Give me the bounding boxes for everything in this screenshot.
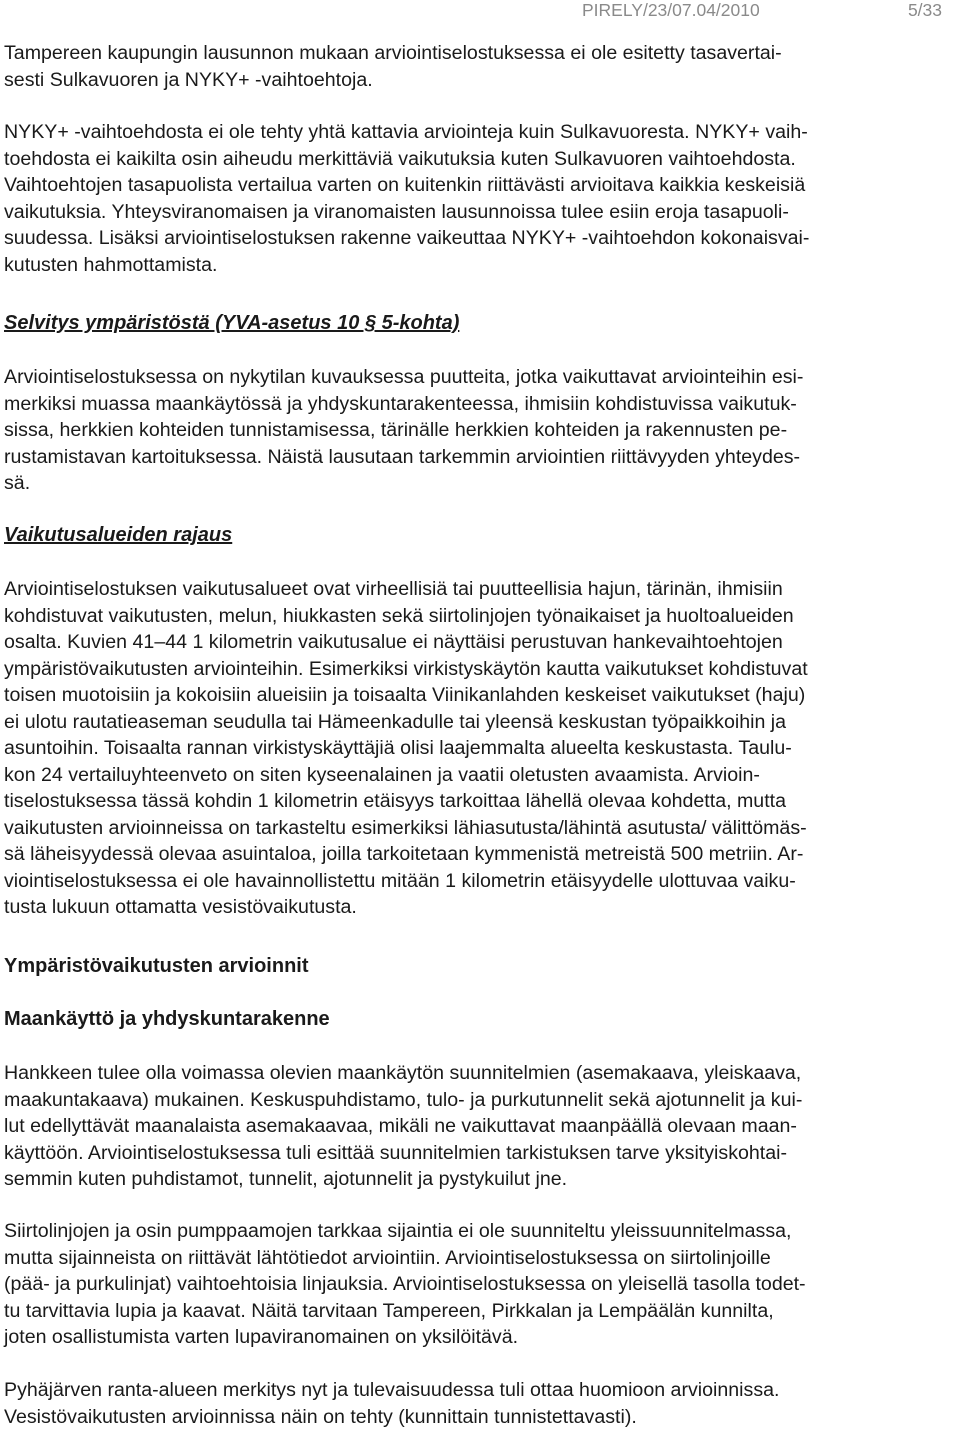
text-line: toehdosta ei kaikilta osin aiheudu merkittäviä vaikutuksia kuten Sulkavuoren vaihtoehdosta. <box>4 147 796 170</box>
paragraph-siirtolinjat <box>4 1218 954 1351</box>
text-line: sesti Sulkavuoren ja NYKY+ -vaihtoehtoja. <box>4 68 373 91</box>
text-line: sissa, herkkien kohteiden tunnistamisessa, tärinälle herkkien kohteiden ja rakennusten pe- <box>4 419 788 441</box>
document-reference: PIRELY/23/07.04/2010 <box>582 0 760 20</box>
text-line: mutta sijainneista on riittävät lähtötiedot arviointiin. Arviointiselostuksessa on siirtolinjoille <box>4 1246 771 1269</box>
text-line: kohdistuvat vaikutusten, melun, hiukkasten sekä siirtolinjojen työnaikaiset ja huoltoalueiden <box>4 604 794 627</box>
paragraph-nyky-comparison <box>4 119 954 278</box>
section-heading-maankaytto: Maankäyttö ja yhdyskuntarakenne <box>4 1008 330 1030</box>
text-line: Hankkeen tulee olla voimassa olevien maankäytön suunnitelmien (asemakaava, yleiskaava, <box>4 1062 802 1084</box>
section-heading-selvitys: Selvitys ympäristöstä (YVA-asetus 10 § 5-kohta) <box>4 312 460 334</box>
text-line: NYKY+ -vaihtoehdosta ei ole tehty yhtä kattavia arviointeja kuin Sulkavuoresta. NYKY+ vaih- <box>4 121 808 143</box>
text-line: tiselostuksessa tässä kohdin 1 kilometrin etäisyys tarkoittaa lähellä olevaa kohdetta, mutta <box>4 790 786 812</box>
text-line: Arviointiselostuksessa on nykytilan kuvauksessa puutteita, jotka vaikuttavat arviointeihin esi- <box>4 366 804 388</box>
text-line: ei ulotu rautatieaseman seudulla tai Hämeenkadulle tai yleensä keskustan työpaikkoihin ja <box>4 710 787 733</box>
text-line: kon 24 vertailuyhteenveto on siten kyseenalainen ja vaatii oletusten avaamista. Arvioin- <box>4 763 760 786</box>
text-line: Arviointiselostuksen vaikutusalueet ovat virheellisiä tai puutteellisia hajun, tärinän, ihmisiin <box>4 578 783 600</box>
text-line: Vaihtoehtojen tasapuolista vertailua varten on kuitenkin riittävästi arvioitava kaikkia keskeisiä <box>4 174 806 196</box>
text-line: kutusten hahmottamista. <box>4 253 218 276</box>
text-line: Vesistövaikutusten arvioinnissa näin on tehty (kunnittain tunnistettavasti). <box>4 1405 637 1428</box>
text-line: tusta lukuun ottamatta vesistövaikutusta. <box>4 896 357 918</box>
text-line: osalta. Kuvien 41–44 1 kilometrin vaikutusalue ei näyttäisi perustuvan hankevaihtoehtojen <box>4 631 783 653</box>
text-line: asuntoihin. Toisaalta rannan virkistyskäyttäjiä olisi laajemmalta alueelta keskustasta. Taulu- <box>4 737 792 759</box>
text-line: tu tarvittavia lupia ja kaavat. Näitä tarvitaan Tampereen, Pirkkalan ja Lempäälän kunnilta, <box>4 1299 774 1322</box>
text-line: viointiselostuksessa ei ole havainnollistettu mitään 1 kilometrin etäisyydelle ulottuvaa vaiku- <box>4 869 796 892</box>
text-line: merkiksi muassa maankäytössä ja yhdyskuntarakenteessa, ihmisiin kohdistuvissa vaikutuk- <box>4 392 797 415</box>
text-line: sä läheisyydessä olevaa asuintaloa, joilla tarkoitetaan kymmenistä metreistä 500 metriin. Ar- <box>4 843 804 865</box>
text-line: vaikutusten arvioinneissa on tarkasteltu esimerkiksi lähiasutusta/lähintä asutusta/ välittömäs- <box>4 816 807 839</box>
text-line: ympäristövaikutusten arviointeihin. Esimerkiksi virkistyskäytön kautta vaikutukset kohdistuvat <box>4 657 808 680</box>
text-line: Tampereen kaupungin lausunnon mukaan arviointiselostuksessa ei ole esitetty tasavertai- <box>4 42 782 64</box>
text-line: suudessa. Lisäksi arviointiselostuksen rakenne vaikeuttaa NYKY+ -vaihtoehdon kokonaisvai- <box>4 227 810 249</box>
text-line: vaikutuksia. Yhteysviranomaisen ja viranomaisten lausunnoissa tulee esiin eroja tasapuoli- <box>4 200 789 223</box>
text-line: sä. <box>4 472 31 494</box>
paragraph-maankaytto <box>4 1060 954 1193</box>
paragraph-statement <box>4 40 954 93</box>
text-line: lut edellyttävät maanalaista asemakaavaa, mikäli ne vaikuttavat maanpäällä olevaan maan- <box>4 1115 797 1137</box>
section-heading-arvioinnit: Ympäristövaikutusten arvioinnit <box>4 955 309 977</box>
page-header <box>582 0 942 24</box>
text-line: joten osallistumista varten lupaviranomainen on yksilöitävä. <box>4 1326 519 1348</box>
text-line: Siirtolinjojen ja osin pumppaamojen tarkkaa sijaintia ei ole suunniteltu yleissuunnitelmassa, <box>4 1220 792 1242</box>
section-heading-vaikutusalueet: Vaikutusalueiden rajaus <box>4 524 233 546</box>
text-line: maakuntakaava) mukainen. Keskuspuhdistamo, tulo- ja purkutunnelit sekä ajotunnelit ja kui- <box>4 1088 803 1111</box>
paragraph-pyhajarvi <box>4 1377 954 1430</box>
text-line: semmin kuten puhdistamot, tunnelit, ajotunnelit ja pystykuilut jne. <box>4 1168 568 1190</box>
paragraph-nykytila <box>4 364 954 497</box>
text-line: toisen muotoisiin ja kokoisiin alueisiin ja toisaalta Viinikanlahden keskeiset vaikutukset (haju) <box>4 684 806 706</box>
text-line: (pää- ja purkulinjat) vaihtoehtoisia linjauksia. Arviointiselostuksessa on yleisellä tasolla todet- <box>4 1273 806 1295</box>
text-line: rustamistavan kartoituksessa. Näistä lausutaan tarkemmin arviointien riittävyyden yhteydes- <box>4 445 801 468</box>
text-line: Pyhäjärven ranta-alueen merkitys nyt ja tulevaisuudessa tuli ottaa huomioon arvioinnissa. <box>4 1379 780 1401</box>
paragraph-vaikutusalueet <box>4 576 954 921</box>
text-line: käyttöön. Arviointiselostuksessa tuli esittää suunnitelmien tarkistuksen tarve yksityiskohtai- <box>4 1141 788 1164</box>
page-number: 5/33 <box>907 0 942 20</box>
